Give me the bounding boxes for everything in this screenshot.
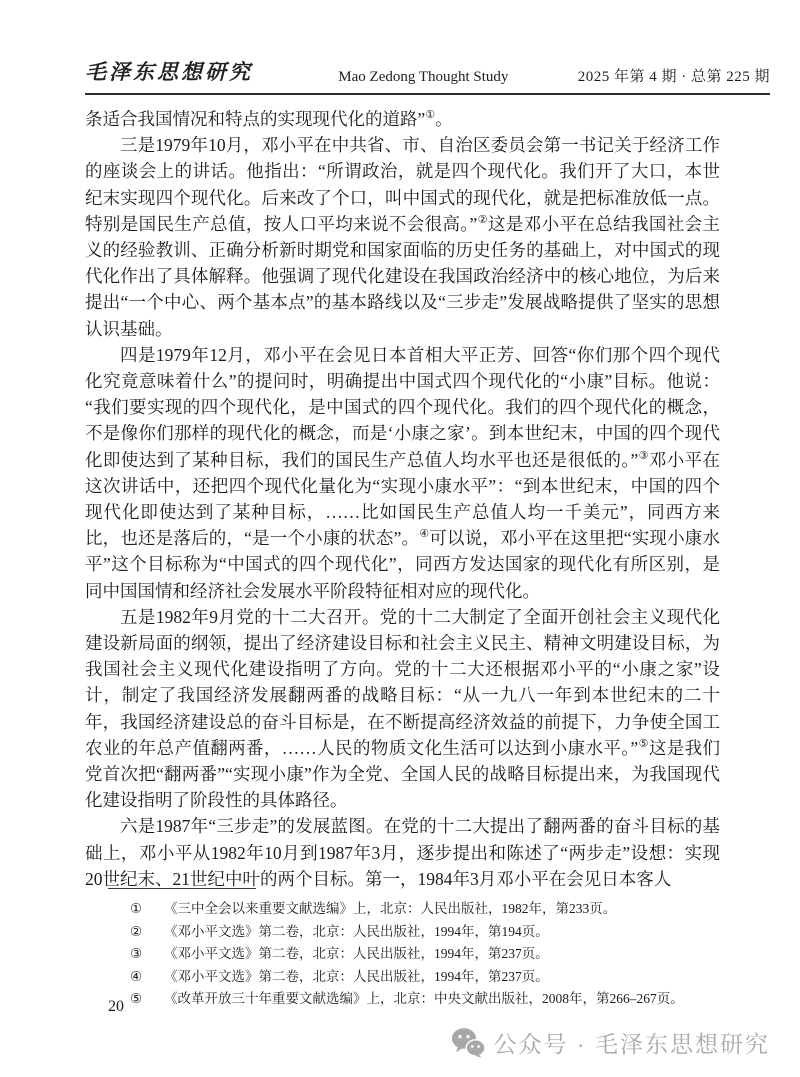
page-header bbox=[85, 56, 770, 95]
wechat-watermark bbox=[451, 1026, 770, 1059]
footnote-number: ④ bbox=[130, 968, 143, 984]
paragraph-text: 邓小平在这次讲话中，还把四个现代化量化为“实现小康水平”：“到本世纪末，中国的四个现代化即使达到了某种目标，……比如国民生产总值人均一千美元”，同西方来比，也还是落后的，“是一个小康的状态”。 bbox=[85, 449, 720, 549]
body-paragraph bbox=[85, 342, 720, 604]
paragraph-text: 可以说，邓小平在这里把“实现小康水平”这个目标称为“中国式的四个现代化”，同西方发达国家的现代化有所区别，是同中国国情和经济社会发展水平阶段特征相对应的现代化。 bbox=[85, 528, 720, 601]
footnote-number: ② bbox=[130, 923, 143, 939]
footnote-text: 《邓小平文选》第二卷，北京：人民出版社，1994年，第194页。 bbox=[164, 923, 549, 939]
paragraph-text: 五是1982年9月党的十二大召开。党的十二大制定了全面开创社会主义现代化建设新局面的纲领，提出了经济建设目标和社会主义民主、精神文明建设目标，为我国社会主义现代化建设指明了方向。党的十二大还根据邓小平的“小康之家”设计，制定了我国经济发展翻两番的战略目标：“从一九八一年到本世纪末的二十年，我国经济建设总的奋斗目标是，在不断提高经济效益的前提下，力争使全国工农业的年总产值翻两番，……人民的物质文化生活可以达到小康水平。” bbox=[85, 606, 720, 758]
footnote-number: ③ bbox=[130, 946, 143, 962]
footnote-text: 《三中全会以来重要文献选编》上，北京：人民出版社，1982年，第233页。 bbox=[164, 901, 617, 916]
article-body bbox=[85, 106, 720, 892]
paragraph-text: 三是1979年10月，邓小平在中共省、市、自治区委员会第一书记关于经济工作的座谈会上的讲话。他指出：“所谓政治，就是四个现代化。我们开了大口，本世纪末实现四个现代化。后来改了个口，叫中国式的现代化，就是把标准放低一点。特别是国民生产总值，按人口平均来说不会很高。” bbox=[85, 135, 720, 234]
watermark-text: 公众号 · 毛泽东思想研究 bbox=[493, 1031, 770, 1057]
paragraph-text: 。 bbox=[435, 109, 453, 129]
journal-logo: 毛泽东思想研究 bbox=[85, 60, 253, 84]
footnotes-section bbox=[85, 898, 720, 1011]
footnote-separator bbox=[108, 888, 256, 889]
footnote-item bbox=[85, 921, 720, 944]
paragraph-text: 这是我们党首次把“翻两番”“实现小康”作为全党、全国人民的战略目标提出来，为我国现代化建设指明了阶段性的具体路径。 bbox=[85, 737, 720, 811]
paragraph-text: 四是1979年12月，邓小平在会见日本首相大平正芳、回答“你们那个四个现代化究竟意味着什么”的提问时，明确提出中国式四个现代化的“小康”目标。他说：“我们要实现的四个现代化，是中国式的四个现代化。我们的四个现代化的概念，不是像你们那样的现代化的概念，而是‘小康之家’。到本世纪末，中国的四个现代化即使达到了某种目标，我们的国民生产总值人均水平也还是很低的。” bbox=[85, 344, 720, 470]
footnote-text: 《改革开放三十年重要文献选编》上，北京：中央文献出版社，2008年，第266–267页。 bbox=[164, 991, 684, 1007]
body-paragraph bbox=[85, 106, 720, 132]
footnote-item bbox=[85, 988, 720, 1011]
paragraph-text: 六是1987年“三步走”的发展蓝图。在党的十二大提出了翻两番的奋斗目标的基础上，邓小平从1982年10月到1987年3月，逐步提出和陈述了“两步走”设想：实现20世纪末、21世纪中叶的两个目标。第一，1984年3月邓小平在会见日本客人 bbox=[85, 816, 720, 889]
footnote-text: 《邓小平文选》第二卷，北京：人民出版社，1994年，第237页。 bbox=[164, 946, 549, 962]
footnote-ref-4: ④ bbox=[419, 528, 430, 541]
footnote-number: ⑤ bbox=[130, 991, 143, 1007]
footnote-item bbox=[85, 943, 720, 966]
footnote-number: ① bbox=[130, 901, 143, 916]
paragraph-text: 这是邓小平在总结我国社会主义的经验教训、正确分析新时期党和国家面临的历史任务的基础上，对中国式的现代化作出了具体解释。他强调了现代化建设在我国政治经济中的核心地位，为后来提出“一个中心、两个基本点”的基本路线以及“三步走”发展战略提供了坚实的思想认识基础。 bbox=[85, 213, 720, 339]
body-paragraph bbox=[85, 813, 720, 892]
wechat-icon bbox=[451, 1027, 485, 1058]
body-paragraph bbox=[85, 132, 720, 342]
paragraph-text: 条适合我国情况和特点的实现现代化的道路” bbox=[85, 109, 426, 129]
footnote-item bbox=[85, 898, 720, 921]
footnote-ref-5: ⑤ bbox=[638, 738, 649, 751]
issue-info: 2025 年第 4 期 · 总第 225 期 bbox=[577, 69, 770, 85]
page-number: 20 bbox=[108, 998, 124, 1015]
footnote-ref-2: ② bbox=[477, 213, 488, 226]
footnote-item bbox=[85, 966, 720, 989]
body-paragraph bbox=[85, 604, 720, 814]
footnote-ref-1: ① bbox=[425, 109, 436, 122]
footnote-ref-3: ③ bbox=[638, 449, 649, 462]
footnote-text: 《邓小平文选》第二卷，北京：人民出版社，1994年，第237页。 bbox=[164, 968, 549, 984]
journal-title-english: Mao Zedong Thought Study bbox=[338, 69, 509, 85]
